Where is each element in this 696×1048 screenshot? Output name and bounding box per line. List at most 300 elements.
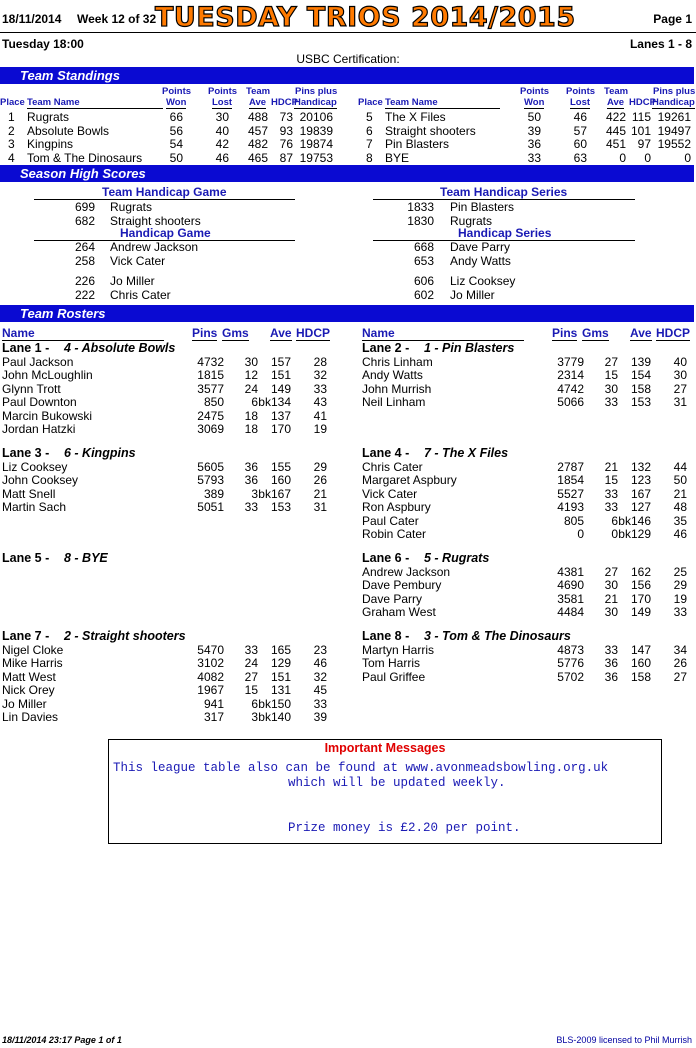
high-score-value: 668 — [413, 240, 434, 254]
player-name: Matt West — [2, 669, 56, 684]
player-games: 12 — [244, 368, 258, 383]
message-line-1: This league table also can be found at www.avonmeadsbowling.org.uk — [113, 761, 609, 775]
player-average: 137 — [270, 408, 291, 423]
player-name: Andy Watts — [362, 368, 423, 383]
player-average: 147 — [630, 643, 651, 657]
player-pins: 2475 — [197, 408, 224, 423]
high-score-title: Handicap Game — [120, 226, 211, 240]
player-games: 15 — [244, 683, 258, 698]
roster-header-hdcp: HDCP — [656, 326, 691, 340]
player-average: 160 — [270, 473, 291, 488]
high-score-value: 222 — [74, 287, 95, 302]
standing-pins: 19497 — [657, 123, 691, 138]
high-score-name: Rugrats — [110, 200, 153, 214]
high-score-name: Jo Miller — [110, 274, 155, 288]
standing-ave: 0 — [619, 150, 626, 165]
player-pins: 941 — [203, 696, 224, 711]
header-place: Place — [358, 97, 383, 108]
player-average: 154 — [630, 368, 651, 383]
player-name: Paul Cater — [362, 513, 419, 528]
player-pins: 5470 — [197, 643, 224, 657]
standing-hdcp: 73 — [279, 110, 293, 124]
player-name: Lin Davies — [2, 710, 59, 724]
player-games: 33 — [604, 486, 618, 501]
standing-pins: 19874 — [299, 137, 333, 151]
standing-place: 6 — [366, 123, 373, 138]
player-pins: 805 — [563, 513, 584, 528]
lane-label: Lane 8 - — [362, 629, 410, 643]
header-team-ave-2: Ave — [607, 97, 625, 108]
lane-label: Lane 1 - — [2, 341, 50, 355]
player-games: 21 — [604, 591, 618, 606]
standing-pins: 19552 — [657, 137, 691, 151]
high-score-name: Vick Cater — [110, 253, 166, 268]
header-points-won-2: Won — [524, 97, 545, 108]
player-hdcp: 33 — [313, 381, 327, 396]
player-name: Nick Orey — [2, 683, 55, 698]
player-pins: 3779 — [557, 355, 584, 369]
lane-label: Lane 3 - — [2, 446, 50, 460]
player-hdcp: 32 — [313, 368, 327, 383]
player-games: 6 — [251, 395, 258, 410]
player-average: bk129 — [618, 527, 651, 541]
league-title: TUESDAY TRIOS 2014/2015 — [155, 2, 576, 33]
standing-ave: 445 — [605, 123, 626, 138]
standing-place: 7 — [366, 137, 373, 151]
player-games: 18 — [244, 408, 258, 423]
player-average: 132 — [630, 460, 651, 474]
message-line-2: which will be updated weekly. — [288, 776, 506, 790]
player-name: Graham West — [362, 605, 436, 620]
player-pins: 317 — [203, 710, 224, 724]
player-average: 151 — [270, 368, 291, 383]
roster-header-gms: Gms — [582, 326, 609, 340]
player-hdcp: 28 — [313, 355, 327, 369]
player-average: 167 — [630, 486, 651, 501]
player-pins: 5051 — [197, 500, 224, 515]
high-score-name: Dave Parry — [450, 240, 511, 254]
standing-team: The X Files — [385, 110, 446, 124]
standing-ave: 422 — [605, 110, 626, 124]
player-hdcp: 33 — [313, 696, 327, 711]
high-score-name: Rugrats — [450, 213, 493, 228]
player-name: Andrew Jackson — [362, 565, 451, 579]
player-hdcp: 50 — [673, 473, 687, 488]
standing-lost: 46 — [573, 110, 587, 124]
lane-label: Lane 6 - — [362, 551, 410, 565]
player-pins: 5776 — [557, 656, 584, 671]
header-pins-plus-2: Handicap — [294, 97, 337, 108]
high-score-value: 1830 — [407, 213, 434, 228]
player-average: 170 — [270, 422, 291, 436]
standing-team: Straight shooters — [385, 123, 476, 138]
header-points-lost-2: Lost — [212, 97, 233, 108]
player-games: 30 — [244, 355, 258, 369]
player-pins: 2787 — [557, 460, 584, 474]
standing-team: Pin Blasters — [385, 137, 450, 151]
player-games: 33 — [604, 500, 618, 515]
player-hdcp: 21 — [673, 486, 687, 501]
standing-team: Absolute Bowls — [27, 123, 110, 138]
player-pins: 5066 — [557, 395, 584, 410]
player-average: 151 — [270, 669, 291, 684]
player-hdcp: 21 — [313, 486, 327, 501]
player-pins: 3577 — [197, 381, 224, 396]
player-games: 3 — [251, 710, 258, 724]
player-name: Neil Linham — [362, 395, 426, 410]
player-hdcp: 30 — [673, 368, 687, 383]
player-average: 149 — [630, 605, 651, 620]
standing-lost: 46 — [215, 150, 229, 165]
player-games: 33 — [604, 643, 618, 657]
high-score-value: 1833 — [407, 200, 434, 214]
standing-place: 5 — [366, 110, 373, 124]
player-name: John McLoughlin — [2, 368, 93, 383]
high-score-value: 653 — [413, 253, 434, 268]
lane-label: Lane 7 - — [2, 629, 50, 643]
lane-team: 5 - Rugrats — [424, 551, 490, 565]
roster-header-pins: Pins — [552, 326, 578, 340]
high-score-name: Andy Watts — [450, 253, 511, 268]
day-time: Tuesday 18:00 — [2, 37, 84, 51]
standing-ave: 488 — [247, 110, 268, 124]
player-pins: 5527 — [557, 486, 584, 501]
player-average: 162 — [630, 565, 651, 579]
player-pins: 5605 — [197, 460, 224, 474]
lane-label: Lane 2 - — [362, 341, 410, 355]
standing-lost: 42 — [215, 137, 229, 151]
player-hdcp: 46 — [313, 656, 327, 671]
player-hdcp: 29 — [313, 460, 327, 474]
player-name: Chris Cater — [362, 460, 423, 474]
player-pins: 4193 — [557, 500, 584, 515]
standing-won: 50 — [169, 150, 183, 165]
player-pins: 389 — [203, 486, 224, 501]
high-score-value: 226 — [74, 274, 95, 288]
player-name: Nigel Cloke — [2, 643, 64, 657]
high-score-name: Chris Cater — [110, 287, 171, 302]
player-games: 33 — [244, 500, 258, 515]
standing-pins: 19753 — [299, 150, 333, 165]
player-pins: 4732 — [197, 355, 224, 369]
header-points-lost-1: Points — [208, 86, 238, 97]
footer-left: 18/11/2014 23:17 Page 1 of 1 — [2, 1035, 122, 1045]
header-points-lost-2: Lost — [570, 97, 591, 108]
standing-won: 36 — [527, 137, 541, 151]
header-pins-plus-2: Handicap — [652, 97, 695, 108]
player-hdcp: 25 — [673, 565, 687, 579]
high-score-name: Liz Cooksey — [450, 274, 516, 288]
roster-header-ave: Ave — [630, 326, 652, 340]
standing-team: BYE — [385, 150, 410, 165]
player-hdcp: 26 — [313, 473, 327, 488]
player-name: John Cooksey — [2, 473, 79, 488]
header-points-won-2: Won — [166, 97, 187, 108]
player-name: Paul Griffee — [362, 669, 426, 684]
message-line-3: Prize money is £2.20 per point. — [288, 821, 521, 835]
standing-pins: 19839 — [299, 123, 333, 138]
player-name: Margaret Aspbury — [362, 473, 457, 488]
standing-pins: 20106 — [299, 110, 333, 124]
standing-hdcp: 87 — [279, 150, 293, 165]
player-pins: 1967 — [197, 683, 224, 698]
player-pins: 1815 — [197, 368, 224, 383]
player-hdcp: 27 — [673, 669, 687, 684]
player-name: Paul Jackson — [2, 355, 74, 369]
header-team-ave-2: Ave — [249, 97, 267, 108]
header-place: Place — [0, 97, 25, 108]
player-name: Chris Linham — [362, 355, 433, 369]
player-name: John Murrish — [362, 381, 432, 396]
lane-label: Lane 5 - — [2, 551, 50, 565]
standing-won: 39 — [527, 123, 541, 138]
player-games: 33 — [604, 395, 618, 410]
roster-header-gms: Gms — [222, 326, 249, 340]
player-hdcp: 23 — [313, 643, 327, 657]
header-hdcp: HDCP — [271, 97, 298, 108]
high-score-title: Team Handicap Series — [440, 185, 568, 199]
high-score-value: 699 — [74, 200, 95, 214]
standing-ave: 457 — [247, 123, 268, 138]
standing-lost: 63 — [573, 150, 587, 165]
header-pins-plus-1: Pins plus — [653, 86, 696, 97]
standing-ave: 482 — [247, 137, 268, 151]
standing-place: 1 — [8, 110, 15, 124]
player-hdcp: 44 — [673, 460, 687, 474]
page-label: Page 1 — [653, 12, 692, 26]
player-name: Dave Pembury — [362, 578, 442, 593]
high-score-value: 606 — [413, 274, 434, 288]
player-average: bk134 — [258, 395, 291, 410]
high-score-name: Pin Blasters — [450, 200, 515, 214]
player-games: 24 — [244, 381, 258, 396]
header-points-lost-1: Points — [566, 86, 596, 97]
player-average: 158 — [630, 669, 651, 684]
player-pins: 5702 — [557, 669, 584, 684]
player-games: 27 — [604, 355, 618, 369]
header-points-won-1: Points — [520, 86, 550, 97]
lane-team: 7 - The X Files — [424, 446, 509, 460]
high-score-value: 602 — [413, 287, 434, 302]
player-hdcp: 33 — [673, 605, 687, 620]
standings-title: Team Standings — [20, 68, 120, 83]
player-average: bk140 — [258, 710, 291, 724]
header-hdcp: HDCP — [629, 97, 656, 108]
player-name: Tom Harris — [362, 656, 421, 671]
standings-bar — [0, 67, 694, 84]
player-hdcp: 29 — [673, 578, 687, 593]
roster-header-name: Name — [362, 326, 524, 341]
player-average: 139 — [630, 355, 651, 369]
lane-team: 1 - Pin Blasters — [424, 341, 515, 355]
player-games: 30 — [604, 381, 618, 396]
messages-box — [108, 739, 662, 844]
player-hdcp: 35 — [673, 513, 687, 528]
player-average: bk150 — [258, 696, 291, 711]
standing-hdcp: 101 — [630, 123, 651, 138]
player-pins: 1854 — [557, 473, 584, 488]
player-name: Glynn Trott — [2, 381, 61, 396]
player-games: 6 — [251, 696, 258, 711]
player-average: bk167 — [258, 486, 291, 501]
player-hdcp: 40 — [673, 355, 687, 369]
player-hdcp: 19 — [673, 591, 687, 606]
player-average: 165 — [270, 643, 291, 657]
lane-team: 3 - Tom & The Dinosaurs — [424, 629, 571, 643]
player-games: 30 — [604, 605, 618, 620]
report-date: 18/11/2014 — [2, 12, 62, 26]
player-pins: 3069 — [197, 422, 224, 436]
standing-team: Kingpins — [27, 137, 74, 151]
player-name: Marcin Bukowski — [2, 408, 93, 423]
player-games: 27 — [244, 669, 258, 684]
player-average: 127 — [630, 500, 651, 515]
player-hdcp: 46 — [673, 527, 687, 541]
player-hdcp: 34 — [673, 643, 687, 657]
standing-pins: 0 — [684, 150, 691, 165]
lane-team: 8 - BYE — [64, 551, 108, 565]
player-pins: 3581 — [557, 591, 584, 606]
player-average: 153 — [270, 500, 291, 515]
player-name: Martin Sach — [2, 500, 67, 515]
standing-lost: 60 — [573, 137, 587, 151]
player-hdcp: 43 — [313, 395, 327, 410]
roster-header-name: Name — [2, 326, 164, 341]
messages-title: Important Messages — [324, 741, 446, 755]
high-scores-title: Season High Scores — [20, 166, 146, 181]
player-games: 15 — [604, 473, 618, 488]
header-divider — [0, 32, 696, 33]
player-games: 3 — [251, 486, 258, 501]
high-score-value: 258 — [74, 253, 95, 268]
player-name: Martyn Harris — [362, 643, 435, 657]
player-average: 149 — [270, 381, 291, 396]
standing-won: 33 — [527, 150, 541, 165]
high-score-value: 264 — [74, 240, 95, 254]
standing-ave: 465 — [247, 150, 268, 165]
player-games: 36 — [244, 460, 258, 474]
rosters-title: Team Rosters — [20, 306, 106, 321]
player-name: Paul Downton — [2, 395, 77, 410]
player-name: Dave Parry — [362, 591, 423, 606]
rosters-bar — [0, 305, 694, 322]
player-average: 155 — [270, 460, 291, 474]
header-team-name: Team Name — [385, 98, 500, 109]
player-games: 24 — [244, 656, 258, 671]
player-name: Robin Cater — [362, 527, 427, 541]
player-games: 36 — [604, 669, 618, 684]
standing-hdcp: 93 — [279, 123, 293, 138]
player-games: 15 — [604, 368, 618, 383]
player-pins: 4381 — [557, 565, 584, 579]
player-hdcp: 19 — [313, 422, 327, 436]
player-hdcp: 41 — [313, 408, 327, 423]
player-games: 36 — [244, 473, 258, 488]
standing-hdcp: 76 — [279, 137, 293, 151]
player-average: 170 — [630, 591, 651, 606]
lanes-label: Lanes 1 - 8 — [629, 37, 692, 51]
player-pins: 4873 — [557, 643, 584, 657]
standing-won: 56 — [169, 123, 183, 138]
certification: USBC Certification: — [296, 52, 400, 66]
standing-team: Rugrats — [27, 110, 70, 124]
standing-won: 66 — [169, 110, 183, 124]
player-average: 160 — [630, 656, 651, 671]
roster-header-ave: Ave — [270, 326, 292, 340]
player-games: 18 — [244, 422, 258, 436]
player-name: Liz Cooksey — [2, 460, 68, 474]
player-name: Vick Cater — [362, 486, 418, 501]
high-score-name: Andrew Jackson — [110, 240, 199, 254]
header-team-name: Team Name — [27, 98, 163, 109]
header-points-won-1: Points — [162, 86, 192, 97]
player-pins: 4484 — [557, 605, 584, 620]
player-games: 36 — [604, 656, 618, 671]
standing-hdcp: 97 — [637, 137, 651, 151]
week-label: Week 12 of 32 — [77, 12, 157, 26]
player-hdcp: 31 — [313, 500, 327, 515]
player-average: 131 — [270, 683, 291, 698]
high-score-name: Straight shooters — [110, 213, 201, 228]
player-games: 21 — [604, 460, 618, 474]
player-hdcp: 39 — [313, 710, 327, 724]
player-average: 129 — [270, 656, 291, 671]
lane-team: 4 - Absolute Bowls — [64, 341, 176, 355]
lane-team: 2 - Straight shooters — [64, 629, 186, 643]
standing-lost: 40 — [215, 123, 229, 138]
player-pins: 4742 — [557, 381, 584, 396]
high-score-title: Handicap Series — [458, 226, 552, 240]
roster-header-pins: Pins — [192, 326, 218, 340]
player-hdcp: 45 — [313, 683, 327, 698]
high-score-name: Jo Miller — [450, 287, 495, 302]
player-pins: 5793 — [197, 473, 224, 488]
player-pins: 4690 — [557, 578, 584, 593]
player-name: Jo Miller — [2, 696, 47, 711]
header-team-ave-1: Team — [246, 86, 271, 97]
player-games: 33 — [244, 643, 258, 657]
high-score-title: Team Handicap Game — [102, 185, 227, 199]
standing-lost: 30 — [215, 110, 229, 124]
standing-pins: 19261 — [657, 110, 691, 124]
header-pins-plus-1: Pins plus — [295, 86, 338, 97]
lane-team: 6 - Kingpins — [64, 446, 136, 460]
player-average: bk146 — [618, 513, 651, 528]
high-scores-bar — [0, 165, 694, 182]
player-pins: 0 — [577, 527, 584, 541]
player-name: Mike Harris — [2, 656, 63, 671]
player-pins: 4082 — [197, 669, 224, 684]
player-pins: 850 — [203, 395, 224, 410]
standing-place: 2 — [8, 123, 15, 138]
player-games: 30 — [604, 578, 618, 593]
player-hdcp: 26 — [673, 656, 687, 671]
player-pins: 2314 — [557, 368, 584, 383]
high-score-value: 682 — [74, 213, 95, 228]
player-hdcp: 48 — [673, 500, 687, 515]
player-average: 123 — [630, 473, 651, 488]
player-average: 153 — [630, 395, 651, 410]
header-team-ave-1: Team — [604, 86, 629, 97]
standing-lost: 57 — [573, 123, 587, 138]
standing-place: 3 — [8, 137, 15, 151]
standing-team: Tom & The Dinosaurs — [27, 150, 143, 165]
player-games: 6 — [611, 513, 618, 528]
lane-label: Lane 4 - — [362, 446, 410, 460]
player-average: 158 — [630, 381, 651, 396]
standing-place: 8 — [366, 150, 373, 165]
footer-right: BLS-2009 licensed to Phil Murrish — [556, 1035, 692, 1045]
